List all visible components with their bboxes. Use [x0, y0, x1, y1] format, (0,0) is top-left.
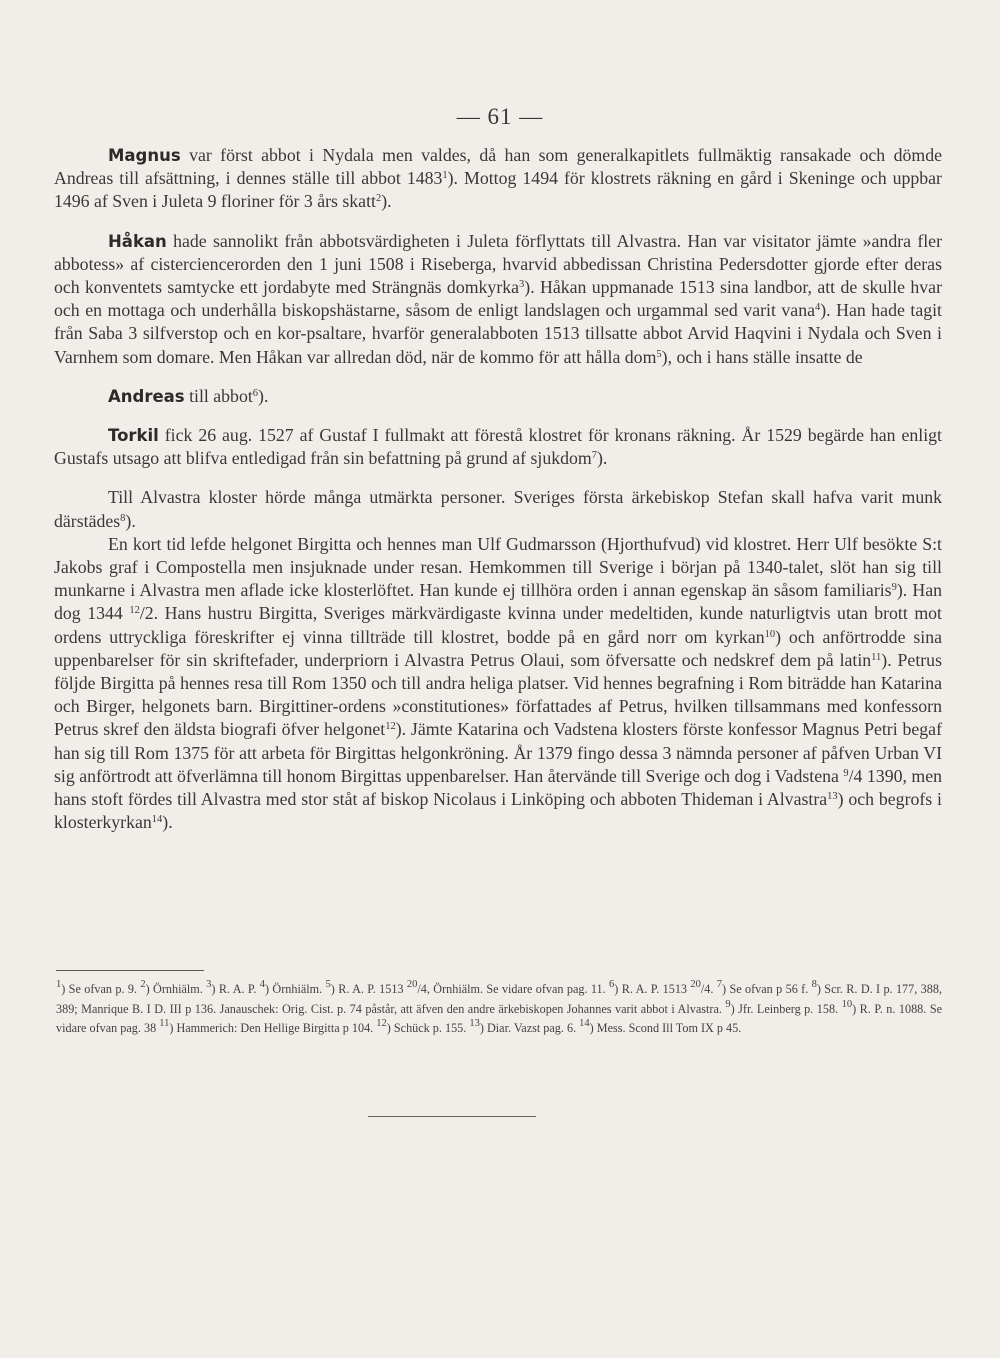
- text-run: ). Han dog 1344: [54, 580, 943, 624]
- footnote-ref: 4: [814, 302, 821, 314]
- main-text: [54, 144, 942, 834]
- text-run: ). Jämte Katarina och Vadstena klosters förste konfessor Magnus Petri begaf han sig till Rom 1375 för att arbeta för Birgittas helgonkröning. År 1379 fingo dessa 3 nämnda personer af påfven Urban VI sig anförtrodt att öfverlämna till honom Birgittas uppenbarelser. Han återvände till Sverige och dog i Vadstena: [54, 719, 942, 786]
- footnote-ref: 14: [151, 814, 163, 826]
- footnote-ref: 12: [385, 721, 396, 733]
- footnote-ref: 14: [579, 1018, 590, 1029]
- text-run: ) Scr. R. D. I p. 177, 388, 389; Manrique B. I D. III p 136. Janauschek: Orig. Cist. p. 74 påstår, att äfven den andre ärkebiskopen Johannes varit abbot i Alvastra.: [56, 982, 942, 1016]
- footnote-ref: 5: [656, 348, 662, 360]
- footnote-ref: 9: [891, 582, 897, 594]
- text-run: ) och anförtrodde sina uppenbarelser för sin skriftefader, underpriorn i Alvastra Petrus Olaui, som öfversatte och nedskref dem på latin: [54, 626, 943, 670]
- text-run: ) R. A. P.: [211, 982, 260, 996]
- footnote-ref: 8: [120, 512, 126, 524]
- text-run: ). Mottog 1494 för klostrets räkning en gård i Skeninge och uppbar 1496 af Sven i Juleta 9 floriner för 3 års skatt: [54, 168, 942, 212]
- text-run: /4 1390, men hans stoft fördes till Alvastra med stor ståt af biskop Nicolaus i Linköping och abboten Thideman i Alvastra: [54, 765, 943, 810]
- text-run: ).: [381, 191, 392, 212]
- text-run: ) R. P. n. 1088. Se vidare ofvan pag. 38: [56, 1001, 943, 1035]
- text-run: ) Mess. Scond Ill Tom IX p 45.: [589, 1021, 742, 1035]
- footnote-ref: 10: [764, 628, 776, 640]
- paragraph: [54, 424, 942, 470]
- footnote-ref: 9: [843, 767, 849, 779]
- footnote-ref: 11: [871, 651, 882, 663]
- text-run: ) och begrofs i klosterkyrkan: [54, 789, 942, 833]
- text-run: ). Han hade tagit från Saba 3 silfverstop och en kor-psaltare, hvarför generalabboten 1513 tillsatte abbot Arvid Haqvini i Nydala och Sven i Varnhem som domare. Men Håkan var allredan död, när de kommo för att hålla dom: [54, 300, 942, 367]
- text-run: ) Diar. Vazst pag. 6.: [479, 1021, 580, 1035]
- footnote-ref: 3: [519, 279, 525, 291]
- footnote-ref: 4: [259, 979, 265, 990]
- footnotes: [56, 980, 942, 1039]
- text-run: ) Örnhiälm.: [265, 982, 326, 996]
- footnote-ref: 1: [56, 979, 62, 990]
- person-name: Andreas: [108, 386, 185, 406]
- text-run: ) R. A. P. 1513: [330, 982, 407, 996]
- text-run: /2. Hans hustru Birgitta, Sveriges märkvärdigaste kvinna under medeltiden, kunde naturligtvis utan brott mot ordens uttryckliga föreskrifter ej vinna tillträde till klostret, bodde på en gård norr om kyrkan: [54, 603, 942, 647]
- footnote-ref: 5: [325, 979, 331, 990]
- footnote-ref: 9: [725, 998, 731, 1010]
- text-run: ) Se ofvan p. 9.: [61, 982, 141, 996]
- text-run: ).: [258, 385, 269, 406]
- footnote-ref: 7: [716, 979, 723, 990]
- footnote-ref: 13: [827, 791, 838, 803]
- text-run: ). Håkan uppmanade 1513 sina landbor, att de skulle hvar och en mottaga och underhålla biskopshästarne, såsom de enligt landslagen och urgammal sed varit vana: [54, 277, 942, 321]
- text-run: Till Alvastra kloster hörde många utmärkta personer. Sveriges första ärkebiskop Stefan skall hafva varit munk därstädes: [54, 487, 942, 531]
- text-run: ).: [597, 448, 608, 469]
- footnote-ref: 12: [129, 605, 140, 617]
- bottom-rule: [368, 1116, 536, 1117]
- text-run: ).: [125, 510, 136, 531]
- footnote-ref: 11: [159, 1018, 170, 1029]
- page-number: — 61 —: [456, 104, 544, 129]
- paragraph: [54, 230, 942, 369]
- footnote-ref: 2: [375, 193, 382, 205]
- text-run: ), och i hans ställe insatte de: [661, 346, 863, 367]
- footnote-ref: 6: [252, 387, 259, 399]
- footnote-ref: 20: [406, 979, 418, 990]
- footnote-ref: 6: [609, 979, 615, 990]
- text-run: till abbot: [184, 385, 253, 406]
- text-run: En kort tid lefde helgonet Birgitta och hennes man Ulf Gudmarsson (Hjorthufvud) vid klostret. Herr Ulf besökte S:t Jakobs graf i Compostella men insjuknade under resan. Hemkommen till Sverige i början på 1340-talet, slöt han sig till munkarne i Alvastra men aflade icke klosterlöftet. Han kunde ej tillhöra orden i annan egenskap än såsom familiaris: [54, 533, 942, 601]
- text-run: ) R. A. P. 1513: [614, 982, 691, 996]
- text-run: ).: [162, 812, 173, 833]
- paragraph: [54, 533, 942, 835]
- footnote-ref: 3: [206, 979, 212, 990]
- person-name: Håkan: [108, 231, 167, 251]
- text-run: ) Örnhiälm.: [145, 982, 207, 996]
- person-name: Magnus: [108, 146, 181, 165]
- footnote-ref: 20: [690, 979, 701, 990]
- person-name: Torkil: [108, 426, 159, 446]
- text-run: ) Jfr. Leinberg p. 158.: [730, 1001, 842, 1016]
- text-run: var först abbot i Nydala men valdes, då han som generalkapitlets fullmäktig ransakade och dömde Andreas till afsättning, i dennes ställe till abbot 1483: [54, 145, 942, 189]
- text-run: fick 26 aug. 1527 af Gustaf I fullmakt att förestå klostret för kronans räkning. År 1529 begärde han enligt Gustafs utsago att blifva entledigad från sin befattning på grund af sjukdom: [54, 425, 942, 469]
- footnote-ref: 10: [841, 998, 853, 1010]
- paragraph: [54, 486, 942, 532]
- footnote-ref: 12: [376, 1018, 387, 1029]
- text-run: hade sannolikt från abbotsvärdigheten i Juleta förflyttats till Alvastra. Han var visitator jämte »andra fler abbotess» af cisterciencerorden den 1 juni 1508 i Riseberga, hvarvid abbedissan Christina Pedersdotter gjorde efter deras och konventets samtycke ett jordabyte med Strängnäs domkyrka: [54, 230, 942, 298]
- text-run: ) Se ofvan p 56 f.: [722, 982, 812, 996]
- text-run: ) Hammerich: Den Hellige Birgitta p 104.: [169, 1021, 377, 1035]
- footnote-ref: 7: [591, 450, 598, 462]
- text-run: /4.: [700, 982, 717, 996]
- paragraph: [54, 144, 942, 214]
- footnote-ref: 8: [811, 979, 817, 990]
- footnote-divider: [56, 970, 204, 971]
- text-run: /4, Örnhiälm. Se vidare ofvan pag. 11.: [417, 982, 610, 996]
- footnote-ref: 13: [469, 1018, 480, 1029]
- footnote-ref: 1: [442, 170, 448, 182]
- text-run: ). Petrus följde Birgitta på hennes resa till Rom 1350 och till andra heliga platser. Vid hennes begrafning i Rom biträdde han Katarina och Birger, helgonets barn. Birgittiner-ordens »constitutiones» författades af Petrus, hvilken tillsammans med konfessorn Petrus skref den äldsta biografi öfver helgonet: [54, 649, 942, 740]
- text-run: ) Schück p. 155.: [386, 1021, 470, 1035]
- footnote-ref: 2: [140, 979, 146, 990]
- paragraph: [54, 385, 942, 408]
